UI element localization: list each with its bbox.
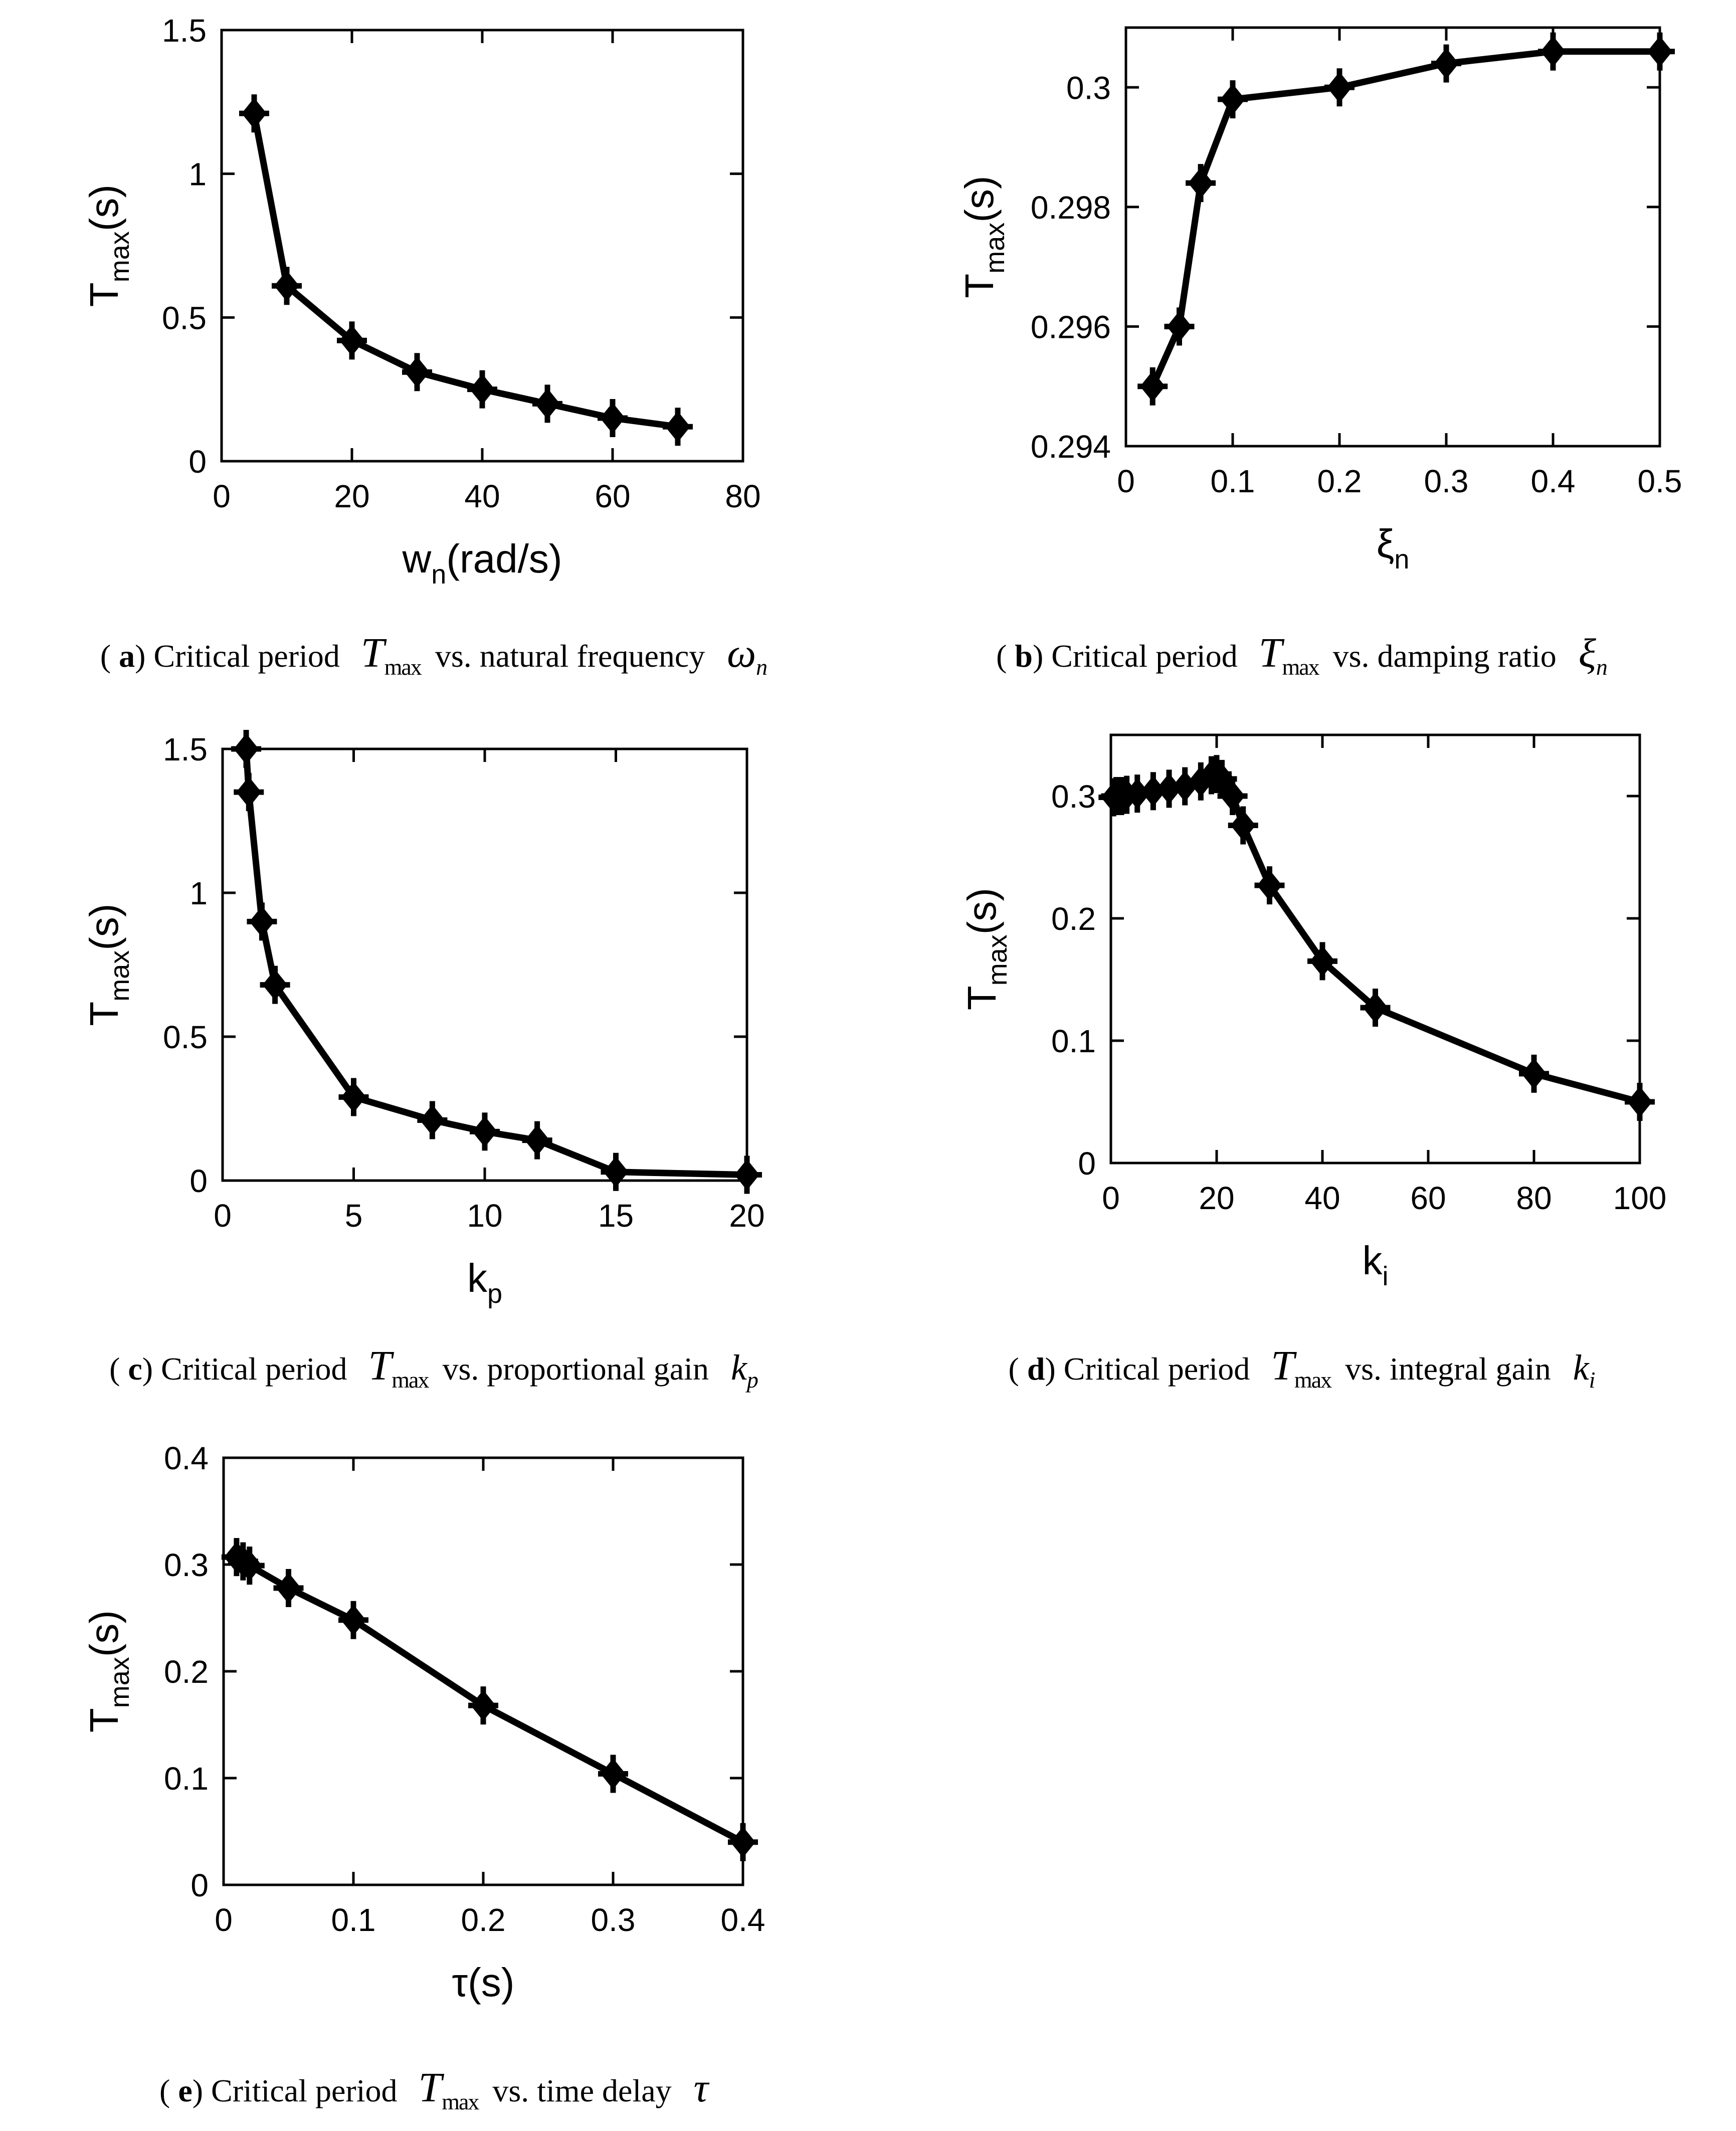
label-segment: T: [959, 986, 1004, 1011]
caption-segment: T: [368, 1342, 392, 1389]
subplot-e: [0, 1429, 868, 2055]
x-tick-label: 0: [1102, 1180, 1120, 1216]
x-tick-label: 80: [1516, 1180, 1552, 1216]
y-tick-label: 0.2: [1051, 901, 1096, 937]
x-tick-label: 0.2: [1317, 463, 1362, 499]
x-tick-label: 0.4: [720, 1902, 765, 1938]
label-segment: max: [983, 934, 1013, 986]
caption-segment: max: [442, 2089, 479, 2114]
x-tick-label: 0: [213, 478, 231, 514]
label-segment: n: [1394, 544, 1410, 574]
caption-letter: a: [119, 638, 135, 674]
x-tick-label: 20: [1199, 1180, 1235, 1216]
caption-segment: T: [1271, 1342, 1294, 1389]
subplot-c: [0, 702, 868, 1328]
y-tick-label: 0.296: [1030, 309, 1111, 345]
label-segment: (rad/s): [446, 536, 562, 581]
y-tick-label: 0.1: [1051, 1023, 1096, 1059]
caption-segment: vs. proportional gain: [442, 1351, 709, 1387]
x-tick-label: 10: [467, 1198, 503, 1234]
label-segment: T: [82, 282, 126, 307]
x-tick-label: 40: [464, 478, 500, 514]
chart-svg-c: [0, 702, 868, 1328]
x-tick-label: 60: [1410, 1180, 1446, 1216]
x-axis-label: [467, 1256, 502, 1309]
caption-segment: ω: [727, 630, 756, 676]
x-tick-label: 0: [215, 1902, 233, 1938]
caption-letter: c: [128, 1351, 142, 1387]
y-tick-label: 1: [188, 156, 207, 192]
caption-segment: k: [1573, 1347, 1589, 1388]
chart-svg-e: [0, 1429, 868, 2055]
x-tick-label: 5: [344, 1198, 363, 1234]
label-segment: max: [105, 231, 135, 283]
caption-segment: T: [1258, 630, 1282, 676]
y-tick-label: 0.3: [164, 1547, 209, 1583]
caption-segment: vs. natural frequency: [435, 638, 705, 674]
caption-segment: n: [1596, 654, 1608, 680]
label-segment: (s): [468, 1960, 515, 2005]
y-tick-label: 0: [189, 1163, 208, 1199]
caption-segment: ) Critical period: [135, 638, 340, 674]
y-tick-label: 0.298: [1030, 189, 1111, 226]
x-axis-label: [1377, 521, 1410, 574]
x-tick-label: 0: [1117, 463, 1135, 499]
y-tick-label: 0.2: [164, 1654, 209, 1690]
label-segment: (s): [82, 903, 126, 950]
caption-d: [868, 1339, 1736, 1395]
x-axis-label: [402, 536, 562, 590]
plot-box: [1126, 28, 1660, 446]
label-segment: k: [1362, 1238, 1383, 1283]
x-tick-label: 60: [595, 478, 631, 514]
y-axis-label: [82, 184, 135, 307]
y-tick-label: 0.3: [1066, 70, 1111, 106]
label-segment: n: [431, 559, 447, 590]
y-tick-label: 0.4: [164, 1440, 209, 1476]
caption-segment: max: [384, 654, 421, 680]
label-segment: p: [487, 1279, 503, 1309]
caption-segment: (: [1008, 1351, 1019, 1387]
x-tick-label: 0: [214, 1198, 232, 1234]
caption-letter: d: [1027, 1351, 1045, 1387]
x-axis-label: [452, 1960, 515, 2005]
label-segment: i: [1382, 1261, 1389, 1291]
label-segment: (s): [959, 887, 1004, 935]
caption-segment: max: [392, 1367, 429, 1393]
label-segment: max: [105, 1657, 135, 1708]
plot-box: [1111, 735, 1640, 1163]
y-axis-label: [957, 175, 1010, 298]
x-tick-label: 80: [725, 478, 761, 514]
caption-a: [0, 627, 868, 682]
plot-box: [224, 1458, 743, 1885]
caption-segment: ξ: [1578, 630, 1596, 676]
caption-segment: max: [1282, 654, 1319, 680]
x-tick-label: 0.4: [1530, 463, 1576, 499]
caption-segment: k: [730, 1347, 747, 1388]
caption-segment: vs. integral gain: [1345, 1351, 1551, 1387]
y-tick-label: 0: [190, 1867, 209, 1903]
caption-letter: e: [178, 2073, 192, 2108]
subplot-d: [868, 702, 1736, 1328]
caption-segment: vs. damping ratio: [1332, 638, 1557, 674]
caption-segment: T: [360, 630, 384, 676]
caption-e: [0, 2061, 868, 2116]
chart-svg-d: [868, 702, 1736, 1328]
caption-segment: ) Critical period: [142, 1351, 347, 1387]
caption-segment: ) Critical period: [1045, 1351, 1250, 1387]
chart-svg-b: [868, 0, 1736, 599]
y-tick-label: 0.5: [163, 1019, 208, 1055]
caption-segment: (: [109, 1351, 120, 1387]
x-tick-label: 100: [1613, 1180, 1667, 1216]
y-tick-label: 0.294: [1030, 429, 1111, 465]
label-segment: ξ: [1376, 521, 1395, 566]
x-tick-label: 20: [729, 1198, 765, 1234]
label-segment: (s): [82, 184, 126, 232]
label-segment: τ: [452, 1960, 468, 2005]
caption-segment: p: [746, 1367, 758, 1393]
y-tick-label: 1.5: [162, 13, 207, 49]
x-tick-label: 0.1: [331, 1902, 376, 1938]
chart-svg-a: [0, 0, 868, 599]
label-segment: w: [402, 536, 432, 581]
subplot-a: [0, 0, 868, 599]
label-segment: T: [957, 273, 1002, 298]
label-segment: T: [82, 1708, 126, 1733]
caption-segment: ) Critical period: [192, 2073, 398, 2108]
y-tick-label: 1.5: [163, 731, 208, 767]
caption-segment: n: [756, 654, 768, 680]
x-tick-label: 0.2: [461, 1902, 506, 1938]
caption-segment: T: [418, 2064, 442, 2111]
x-tick-label: 0.3: [591, 1902, 636, 1938]
caption-c: [0, 1339, 868, 1395]
label-segment: max: [980, 222, 1010, 274]
caption-b: [868, 627, 1736, 682]
x-tick-label: 0.3: [1424, 463, 1469, 499]
subplot-b: [868, 0, 1736, 599]
caption-segment: (: [100, 638, 111, 674]
x-tick-label: 20: [334, 478, 370, 514]
y-axis-label: [82, 1610, 135, 1732]
y-tick-label: 1: [189, 875, 208, 911]
caption-segment: (: [996, 638, 1007, 674]
caption-segment: ) Critical period: [1032, 638, 1238, 674]
y-axis-label: [82, 903, 135, 1026]
caption-segment: i: [1589, 1367, 1596, 1393]
label-segment: max: [105, 950, 135, 1002]
y-tick-label: 0.5: [162, 300, 207, 336]
label-segment: k: [467, 1256, 487, 1300]
x-axis-label: [1363, 1238, 1389, 1291]
y-axis-label: [959, 888, 1013, 1010]
caption-letter: b: [1015, 638, 1033, 674]
y-tick-label: 0: [1078, 1145, 1096, 1182]
caption-segment: max: [1294, 1367, 1331, 1393]
x-tick-label: 40: [1304, 1180, 1340, 1216]
y-tick-label: 0: [188, 444, 207, 480]
caption-segment: (: [159, 2073, 170, 2108]
x-tick-label: 0.1: [1210, 463, 1255, 499]
label-segment: (s): [82, 1610, 126, 1657]
label-segment: (s): [957, 175, 1002, 223]
x-tick-label: 15: [598, 1198, 634, 1234]
caption-segment: vs. time delay: [492, 2073, 672, 2108]
label-segment: T: [82, 1001, 126, 1026]
y-tick-label: 0.1: [164, 1761, 209, 1797]
y-tick-label: 0.3: [1051, 779, 1096, 815]
x-tick-label: 0.5: [1637, 463, 1682, 499]
caption-segment: τ: [693, 2065, 708, 2110]
